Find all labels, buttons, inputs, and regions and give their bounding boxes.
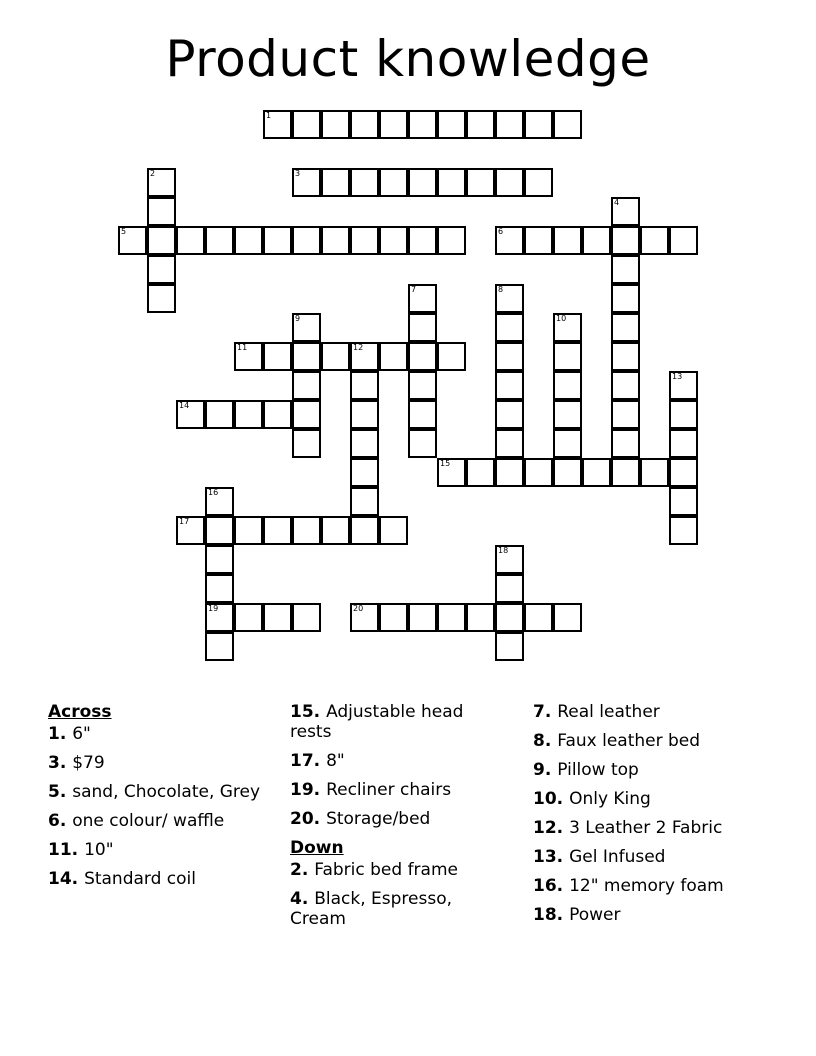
clue-text: 3 Leather 2 Fabric [569, 818, 723, 838]
clue-number: 18 [533, 905, 557, 925]
grid-cell[interactable] [669, 487, 698, 516]
grid-cell[interactable] [176, 400, 205, 429]
clue-text: Pillow top [557, 760, 639, 780]
clue-number-label: 16 [208, 488, 219, 497]
grid-cell[interactable] [495, 313, 524, 342]
grid-cell[interactable] [437, 168, 466, 197]
clue-number-label: 14 [179, 401, 190, 410]
grid-cell[interactable] [669, 516, 698, 545]
grid-cell[interactable] [408, 168, 437, 197]
grid-cell[interactable] [437, 226, 466, 255]
grid-cell[interactable] [292, 168, 321, 197]
clue-number-label: 17 [179, 517, 190, 526]
clue-number-separator: . [556, 818, 570, 838]
clue-number: 13 [533, 847, 557, 867]
clue-number-label: 11 [237, 343, 248, 352]
clue-item [290, 889, 510, 929]
grid-cell[interactable] [292, 603, 321, 632]
across-header: Across [48, 702, 112, 722]
grid-cell[interactable] [379, 168, 408, 197]
clue-number-label: 13 [672, 372, 683, 381]
grid-cell[interactable] [350, 168, 379, 197]
grid-cell[interactable] [553, 226, 582, 255]
grid-cell[interactable] [524, 458, 553, 487]
grid-cell[interactable] [408, 313, 437, 342]
down-clue-list-continued [533, 702, 793, 925]
clue-item [290, 751, 510, 771]
grid-cell[interactable] [292, 429, 321, 458]
clue-number-label: 20 [353, 604, 364, 613]
clue-number-label: 18 [498, 546, 509, 555]
grid-cell[interactable] [263, 400, 292, 429]
clue-number: 8 [533, 731, 545, 751]
grid-cell[interactable] [611, 342, 640, 371]
clue-number: 17 [290, 751, 314, 771]
grid-cell[interactable] [379, 516, 408, 545]
down-clue-list [290, 860, 510, 929]
grid-cell[interactable] [350, 342, 379, 371]
grid-cell[interactable] [669, 458, 698, 487]
clue-number-separator: . [59, 724, 73, 744]
grid-cell[interactable] [408, 603, 437, 632]
grid-cell[interactable] [350, 458, 379, 487]
clue-text: Storage/bed [326, 809, 431, 829]
clue-number-label: 4 [614, 198, 620, 207]
clues-column-1 [48, 702, 278, 898]
grid-cell[interactable] [408, 429, 437, 458]
clue-text: Black, Espresso, Cream [290, 889, 453, 929]
grid-cell[interactable] [147, 226, 176, 255]
grid-cell[interactable] [524, 226, 553, 255]
grid-cell[interactable] [611, 313, 640, 342]
clue-text: Adjustable head rests [290, 702, 464, 742]
clue-item [48, 840, 278, 860]
grid-cell[interactable] [408, 342, 437, 371]
grid-cell[interactable] [321, 516, 350, 545]
clue-item [290, 809, 510, 829]
clue-number-separator: . [313, 751, 327, 771]
clue-number-separator: . [544, 731, 558, 751]
clue-number: 19 [290, 780, 314, 800]
grid-cell[interactable] [292, 400, 321, 429]
clue-number-separator: . [556, 876, 570, 896]
grid-cell[interactable] [466, 110, 495, 139]
grid-cell[interactable] [350, 516, 379, 545]
clue-item [290, 702, 510, 742]
grid-cell[interactable] [466, 458, 495, 487]
clue-number: 14 [48, 869, 72, 889]
grid-cell[interactable] [495, 400, 524, 429]
across-clue-list [48, 724, 278, 889]
clue-number-separator: . [556, 847, 570, 867]
grid-cell[interactable] [147, 255, 176, 284]
clue-number-label: 2 [150, 169, 156, 178]
clue-item [290, 780, 510, 800]
grid-cell[interactable] [205, 574, 234, 603]
grid-cell[interactable] [495, 168, 524, 197]
grid-cell[interactable] [350, 487, 379, 516]
clue-number-label: 9 [295, 314, 301, 323]
clue-text: 12" memory foam [569, 876, 724, 896]
grid-cell[interactable] [611, 429, 640, 458]
grid-cell[interactable] [321, 110, 350, 139]
clue-number-label: 3 [295, 169, 301, 178]
grid-cell[interactable] [495, 603, 524, 632]
clue-number-separator: . [556, 905, 570, 925]
clues-column-2 [290, 702, 510, 938]
grid-cell[interactable] [205, 226, 234, 255]
grid-cell[interactable] [234, 603, 263, 632]
grid-cell[interactable] [263, 516, 292, 545]
puzzle-title: Product knowledge [165, 30, 651, 88]
grid-cell[interactable] [553, 371, 582, 400]
grid-cell[interactable] [205, 545, 234, 574]
clue-text: sand, Chocolate, Grey [72, 782, 261, 802]
clue-number: 4 [290, 889, 302, 909]
grid-cell[interactable] [495, 110, 524, 139]
grid-cell[interactable] [350, 400, 379, 429]
grid-cell[interactable] [408, 226, 437, 255]
grid-cell[interactable] [234, 342, 263, 371]
grid-cell[interactable] [234, 400, 263, 429]
clue-item [48, 811, 278, 831]
grid-cell[interactable] [292, 110, 321, 139]
clue-number: 15 [290, 702, 314, 722]
grid-cell[interactable] [553, 313, 582, 342]
grid-cell[interactable] [437, 603, 466, 632]
grid-cell[interactable] [553, 342, 582, 371]
clue-number-label: 5 [121, 227, 127, 236]
grid-cell[interactable] [553, 603, 582, 632]
grid-cell[interactable] [611, 458, 640, 487]
grid-cell[interactable] [495, 342, 524, 371]
grid-cell[interactable] [495, 371, 524, 400]
grid-cell[interactable] [669, 371, 698, 400]
grid-cell[interactable] [524, 168, 553, 197]
grid-cell[interactable] [118, 226, 147, 255]
clue-number: 12 [533, 818, 557, 838]
grid-cell[interactable] [495, 574, 524, 603]
clue-number-separator: . [59, 753, 73, 773]
grid-cell[interactable] [466, 168, 495, 197]
clue-text: Recliner chairs [326, 780, 452, 800]
grid-cell[interactable] [379, 226, 408, 255]
down-header: Down [290, 838, 344, 858]
grid-cell[interactable] [495, 458, 524, 487]
clue-number-separator: . [544, 702, 558, 722]
clue-item [48, 782, 278, 802]
clue-item [533, 789, 793, 809]
across-clue-list-continued [290, 702, 510, 829]
grid-cell[interactable] [176, 516, 205, 545]
grid-cell[interactable] [292, 226, 321, 255]
grid-cell[interactable] [292, 371, 321, 400]
clue-number-separator: . [313, 702, 327, 722]
clue-number: 5 [48, 782, 60, 802]
clue-text: 10" [84, 840, 114, 860]
grid-cell[interactable] [205, 400, 234, 429]
grid-cell[interactable] [611, 400, 640, 429]
clue-item [48, 753, 278, 773]
grid-cell[interactable] [321, 342, 350, 371]
grid-cell[interactable] [292, 313, 321, 342]
grid-cell[interactable] [234, 226, 263, 255]
clue-text: Only King [569, 789, 651, 809]
grid-cell[interactable] [408, 400, 437, 429]
clue-number: 10 [533, 789, 557, 809]
grid-cell[interactable] [234, 516, 263, 545]
clue-number-label: 8 [498, 285, 504, 294]
grid-cell[interactable] [669, 400, 698, 429]
clue-number-separator: . [301, 860, 315, 880]
clue-text: one colour/ waffle [72, 811, 225, 831]
clue-number-label: 15 [440, 459, 451, 468]
clue-number: 6 [48, 811, 60, 831]
clue-text: Gel Infused [569, 847, 666, 867]
grid-cell[interactable] [466, 603, 495, 632]
grid-cell[interactable] [553, 400, 582, 429]
grid-cell[interactable] [408, 110, 437, 139]
grid-cell[interactable] [582, 226, 611, 255]
grid-cell[interactable] [205, 516, 234, 545]
grid-cell[interactable] [263, 226, 292, 255]
grid-cell[interactable] [408, 371, 437, 400]
grid-cell[interactable] [350, 226, 379, 255]
grid-cell[interactable] [495, 284, 524, 313]
grid-cell[interactable] [553, 458, 582, 487]
clue-text: 8" [326, 751, 345, 771]
grid-cell[interactable] [379, 603, 408, 632]
grid-cell[interactable] [524, 110, 553, 139]
grid-cell[interactable] [437, 342, 466, 371]
clue-item [290, 860, 510, 880]
grid-cell[interactable] [669, 226, 698, 255]
grid-cell[interactable] [321, 226, 350, 255]
grid-cell[interactable] [437, 110, 466, 139]
grid-cell[interactable] [611, 226, 640, 255]
grid-cell[interactable] [350, 371, 379, 400]
grid-cell[interactable] [205, 632, 234, 661]
grid-cell[interactable] [524, 603, 553, 632]
clue-number: 16 [533, 876, 557, 896]
clue-item [533, 818, 793, 838]
clue-text: Faux leather bed [557, 731, 701, 751]
grid-cell[interactable] [147, 284, 176, 313]
clue-text: Real leather [557, 702, 660, 722]
clue-number-label: 12 [353, 343, 364, 352]
grid-cell[interactable] [669, 429, 698, 458]
clue-item [48, 724, 278, 744]
clue-number-separator: . [544, 760, 558, 780]
clue-number-separator: . [301, 889, 315, 909]
grid-cell[interactable] [437, 458, 466, 487]
grid-cell[interactable] [292, 342, 321, 371]
grid-cell[interactable] [640, 458, 669, 487]
grid-cell[interactable] [640, 226, 669, 255]
grid-cell[interactable] [263, 110, 292, 139]
clue-text: Power [569, 905, 621, 925]
grid-cell[interactable] [553, 110, 582, 139]
grid-cell[interactable] [582, 458, 611, 487]
clue-number-label: 10 [556, 314, 567, 323]
clue-number-label: 6 [498, 227, 504, 236]
grid-cell[interactable] [379, 110, 408, 139]
clue-number: 20 [290, 809, 314, 829]
grid-cell[interactable] [611, 255, 640, 284]
clues-column-3 [533, 702, 793, 934]
grid-cell[interactable] [408, 284, 437, 313]
grid-cell[interactable] [495, 545, 524, 574]
grid-cell[interactable] [495, 632, 524, 661]
clue-item [533, 905, 793, 925]
grid-cell[interactable] [263, 342, 292, 371]
clue-number-separator: . [313, 780, 327, 800]
grid-cell[interactable] [495, 226, 524, 255]
clue-number: 11 [48, 840, 72, 860]
clue-item [533, 876, 793, 896]
grid-cell[interactable] [205, 487, 234, 516]
grid-cell[interactable] [147, 168, 176, 197]
grid-cell[interactable] [379, 342, 408, 371]
grid-cell[interactable] [611, 371, 640, 400]
clue-number-separator: . [59, 782, 73, 802]
clue-number-separator: . [59, 811, 73, 831]
grid-cell[interactable] [611, 284, 640, 313]
grid-cell[interactable] [263, 603, 292, 632]
clue-number: 1 [48, 724, 60, 744]
grid-cell[interactable] [147, 197, 176, 226]
clue-number-label: 1 [266, 111, 272, 120]
clue-number: 7 [533, 702, 545, 722]
grid-cell[interactable] [611, 197, 640, 226]
grid-cell[interactable] [553, 429, 582, 458]
grid-cell[interactable] [321, 168, 350, 197]
clue-number-label: 7 [411, 285, 417, 294]
clue-number-separator: . [313, 809, 327, 829]
clue-item [533, 760, 793, 780]
clue-number-separator: . [71, 840, 85, 860]
grid-cell[interactable] [495, 429, 524, 458]
grid-cell[interactable] [292, 516, 321, 545]
clue-number: 2 [290, 860, 302, 880]
grid-cell[interactable] [350, 110, 379, 139]
grid-cell[interactable] [350, 429, 379, 458]
clue-item [48, 869, 278, 889]
clue-number-separator: . [556, 789, 570, 809]
clue-number: 3 [48, 753, 60, 773]
clue-text: Standard coil [84, 869, 196, 889]
clue-number: 9 [533, 760, 545, 780]
clue-number-separator: . [71, 869, 85, 889]
grid-cell[interactable] [176, 226, 205, 255]
clue-number-label: 19 [208, 604, 219, 613]
clue-item [533, 702, 793, 722]
grid-cell[interactable] [205, 603, 234, 632]
clue-text: 6" [72, 724, 91, 744]
clue-item [533, 731, 793, 751]
clue-item [533, 847, 793, 867]
grid-cell[interactable] [350, 603, 379, 632]
clue-text: Fabric bed frame [314, 860, 458, 880]
clue-text: $79 [72, 753, 105, 773]
